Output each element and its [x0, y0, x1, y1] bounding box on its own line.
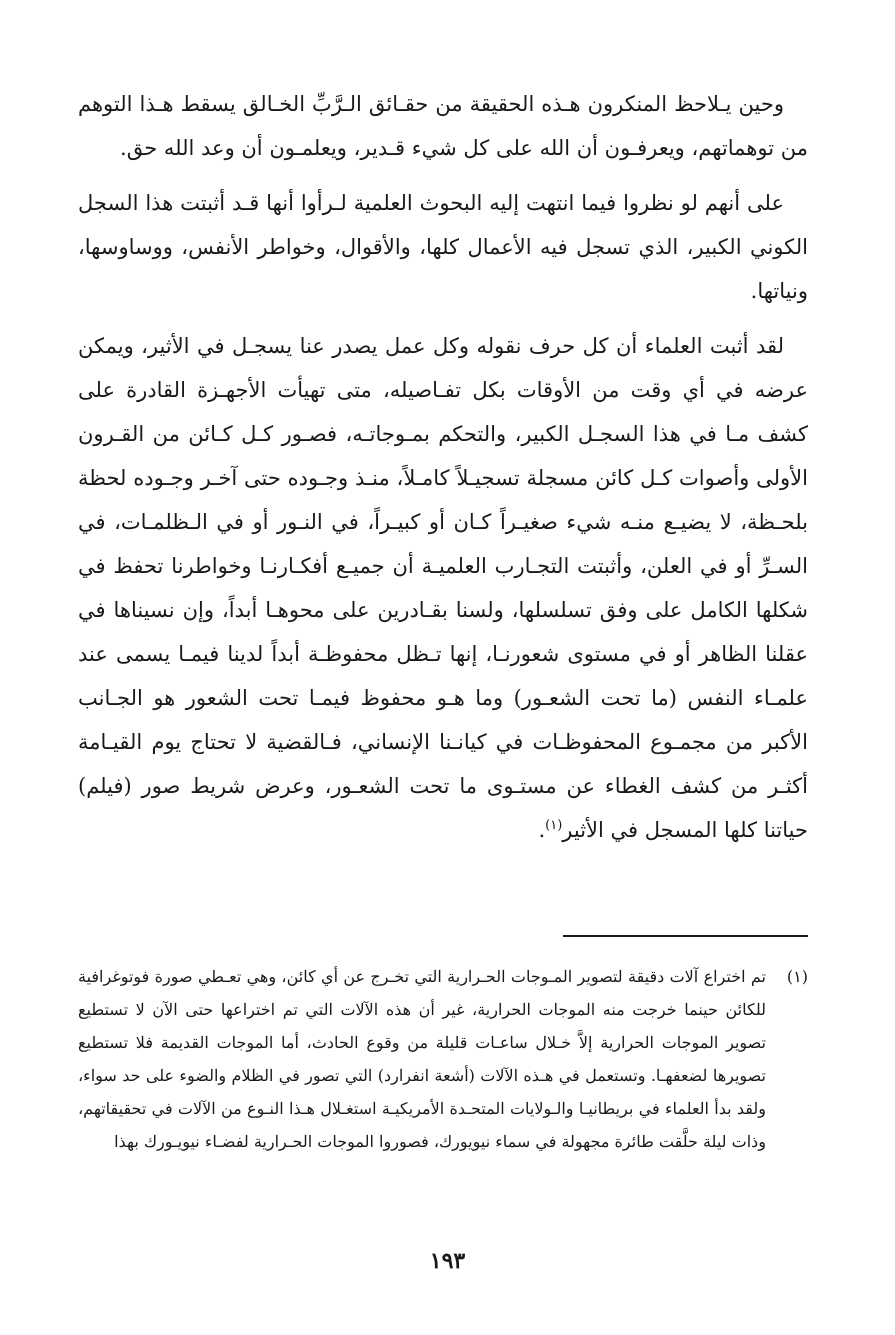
paragraph-1: وحين يـلاحظ المنكرون هـذه الحقيقة من حقـائق الـرَّبِّ الخـالق يسقط هـذا التوهم من توهماتهم، ويعرفـون أن الله على كل شيء قـدير، ويعلمـون أن وعد الله حق. [78, 92, 808, 160]
paragraph-3-text: لقد أثبت العلماء أن كل حرف نقوله وكل عمل يصدر عنا يسجـل في الأثير، ويمكن عرضه في أي وقت من الأوقات بكل تفـاصيله، متى تهيأت الأجهـزة القادرة على كشف مـا في هذا السجـل الكبير، والتحكم بمـوجاتـه، فصـور كـل كـائن من القـرون الأولى وأصوات كـل كائن مسجلة تسجيـلاً كامـلاً، منـذ وجـوده حتى آخـر وجـوده لحظة بلحـظة، لا يضيـع منـه شيء صغيـراً كـان أو كبيـراً، في النـور أو في الـظلمـات، في السـرِّ أو في العلن، وأثبتت التجـارب العلميـة أن جميـع أفكـارنـا وخواطرنا تحفظ في شكلها الكامل على وفق تسلسلها، ولسنا بقـادرين على محوهـا أبداً، وإن نسيناها في عقلنا الظاهر أو في مستوى شعورنـا، إنها تـظل محفوظـة أبداً لدينا فيمـا يسمى عند علمـاء النفس (ما تحت الشعـور) وما هـو محفوظ فيمـا تحت الشعور هو الجـانب الأكبر من مجمـوع المحفوظـات في كيانـنا الإنساني، فـالقضية لا تحتاج يوم القيـامة أكثـر من كشف الغطاء عن مستـوى ما تحت الشعـور، وعرض شريط صور (فيلم) حياتنا كلها المسجل في الأثير [78, 334, 808, 842]
footnote [78, 960, 808, 1158]
footnote-number: (١) [786, 967, 808, 986]
paragraph-3 [78, 324, 808, 852]
footnote-text: تم اختراع آلات دقيقة لتصوير المـوجات الحـرارية التي تخـرج عن أي كائن، وهي تعـطي صورة فوتوغرافية للكائن حينما خرجت منه الموجات الحرارية، غير أن هذه الآلات التي تم اختراعها حتى الآن لا تستطيع تصوير الموجات الحرارية إلاَّ خـلال ساعـات قليلة من وقوع الحادث، أما الموجات القديمة فلا تستطيع تصويرها لضعفهـا. وتستعمل في هـذه الآلات (أشعة انفرارد) التي تصور في الظلام والضوء على حد سواء، ولقد بدأ العلماء في بريطانيـا والـولايات المتحـدة الأمريكيـة استغـلال هـذا النـوع من الآلات في تحقيقاتهم، وذات ليلة حلَّقت طائرة مجهولة في سماء نيويورك، فصوروا الموجات الحـرارية لفضـاء نيويـورك بهذا [78, 967, 766, 1151]
footnote-separator [563, 935, 808, 937]
footnote-reference[interactable]: (١) [545, 818, 563, 833]
paragraph-2: على أنهم لو نظروا فيما انتهت إليه البحوث العلمية لـرأوا أنها قـد أثبتت هذا السجل الكوني الكبير، الذي تسجل فيه الأعمال كلها، والأقوال، وخواطر الأنفس، ووساوسها، ونياتها. [78, 191, 808, 303]
main-text [78, 82, 808, 863]
page-number: ١٩٣ [429, 1248, 466, 1274]
paragraph-3-end: . [538, 818, 546, 842]
